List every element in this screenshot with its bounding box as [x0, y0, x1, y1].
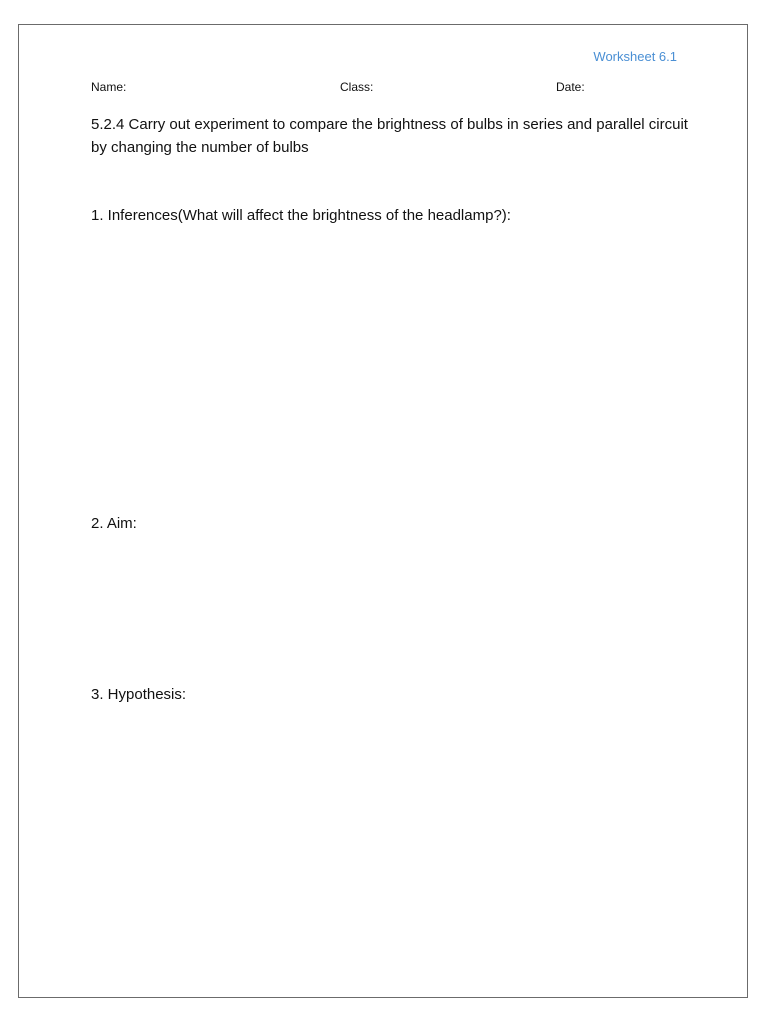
class-label: Class:: [340, 80, 374, 94]
learning-objective: 5.2.4 Carry out experiment to compare the brightness of bulbs in series and parallel circuit by changing the number of bulbs: [91, 116, 688, 156]
question-hypothesis: 3. Hypothesis:: [91, 686, 187, 703]
question-inferences: 1. Inferences(What will affect the brightness of the headlamp?):: [91, 207, 511, 224]
name-label: Name:: [91, 80, 127, 94]
worksheet-page: [18, 24, 748, 998]
worksheet-number: Worksheet 6.1: [593, 49, 677, 64]
date-label: Date:: [556, 80, 585, 94]
question-aim: 2. Aim:: [91, 515, 137, 532]
